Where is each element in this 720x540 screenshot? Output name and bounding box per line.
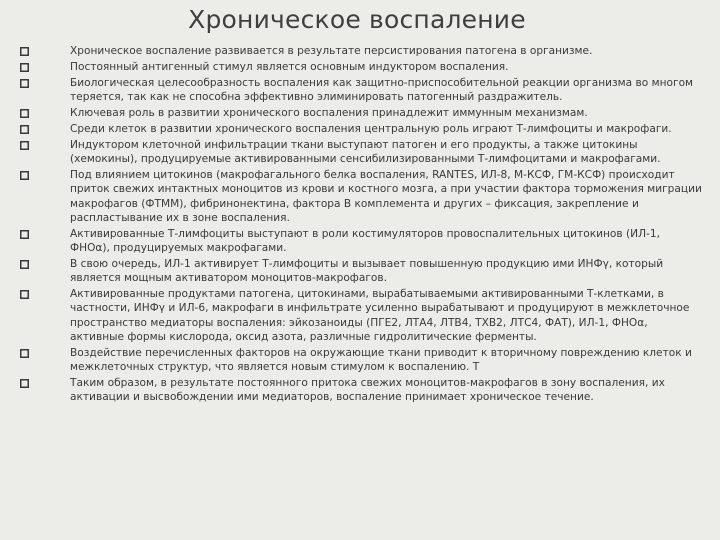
list-item xyxy=(12,257,702,286)
list-item xyxy=(12,138,702,167)
square-bullet-icon xyxy=(20,125,29,134)
square-bullet-icon xyxy=(20,230,29,239)
square-bullet-icon xyxy=(20,260,29,269)
list-item-text: В свою очередь, ИЛ-1 активирует Т-лимфоциты и вызывает повышенную продукцию ими ИНФγ, который является мощным активатором моноцитов-макрофагов. xyxy=(70,257,664,285)
list-item xyxy=(12,76,702,105)
list-item-text: Среди клеток в развитии хронического воспаления центральную роль играют Т-лимфоциты и макрофаги. xyxy=(70,122,672,135)
list-item-text: Хроническое воспаление развивается в результате персистирования патогена в организме. xyxy=(70,45,593,57)
slide-title: Хроническое воспаление xyxy=(188,5,526,34)
list-item-text: Активированные продуктами патогена, цитокинами, вырабатываемыми активированными Т-клетками, в частности, ИНФγ и ИЛ-6, макрофаги в инфильтрате усиленно вырабатывают и продуцируют в межклеточное пространство медиаторы воспаления: эйкозаноиды (ПГЕ2, ЛТА4, ЛТВ4, ТХВ2, ЛТС4, ФАТ), ИЛ-1, ФНОα, активные формы кислорода, оксид азота, различные гидролитические ферменты. xyxy=(70,288,690,343)
square-bullet-icon xyxy=(20,141,29,150)
list-item-text: Таким образом, в результате постоянного притока свежих моноцитов-макрофагов в зону воспаления, их активации и высвобождении ими медиаторов, воспаление принимает хроническое течение. xyxy=(70,377,665,404)
list-item xyxy=(12,168,702,225)
list-item-text: Постоянный антигенный стимул является основным индуктором воспаления. xyxy=(70,60,509,73)
list-item xyxy=(12,44,702,58)
list-item-text: Под влиянием цитокинов (макрофагального белка воспаления, RANTES, ИЛ-8, М-КСФ, ГМ-КСФ) происходит приток свежих интактных моноцитов из крови и костного мозга, а при участии фактора торможения миграции макрофагов (ФТММ), фибринонектина, фактора В комплемента и других – фиксация, закрепление и распластывание их в зоне воспаления. xyxy=(70,168,702,224)
square-bullet-icon xyxy=(20,47,29,56)
list-item-text: Индуктором клеточной инфильтрации ткани выступают патоген и его продукты, а также цитокины (хемокины), продуцируемые активированными сенсибилизированными Т-лимфоцитами и макрофагами. xyxy=(70,138,661,166)
square-bullet-icon xyxy=(20,349,29,358)
square-bullet-icon xyxy=(20,79,29,88)
list-item xyxy=(12,287,702,344)
list-item xyxy=(12,346,702,375)
square-bullet-icon xyxy=(20,171,29,180)
list-item xyxy=(12,376,702,405)
square-bullet-icon xyxy=(20,379,29,388)
square-bullet-icon xyxy=(20,109,29,118)
list-item-text: Биологическая целесообразность воспаления как защитно-приспособительной реакции организма во многом теряется, так как не способна эффективно элиминировать патогенный раздражитель. xyxy=(70,76,694,104)
list-item xyxy=(12,106,702,120)
list-item-text: Ключевая роль в развитии хронического воспаления принадлежит иммунным механизмам. xyxy=(70,106,588,119)
square-bullet-icon xyxy=(20,290,29,299)
bullet-list xyxy=(12,44,702,405)
list-item-text: Воздействие перечисленных факторов на окружающие ткани приводит к вторичному повреждению клеток и межклеточных структур, что является новым стимулом к воспалению. Т xyxy=(70,346,692,374)
list-item xyxy=(12,122,702,136)
list-item xyxy=(12,60,702,74)
list-item xyxy=(12,227,702,256)
square-bullet-icon xyxy=(20,63,29,72)
list-item-text: Активированные Т-лимфоциты выступают в роли костимуляторов провоспалительных цитокинов (ИЛ-1, ФНОα), продуцируемых макрофагами. xyxy=(70,227,660,255)
